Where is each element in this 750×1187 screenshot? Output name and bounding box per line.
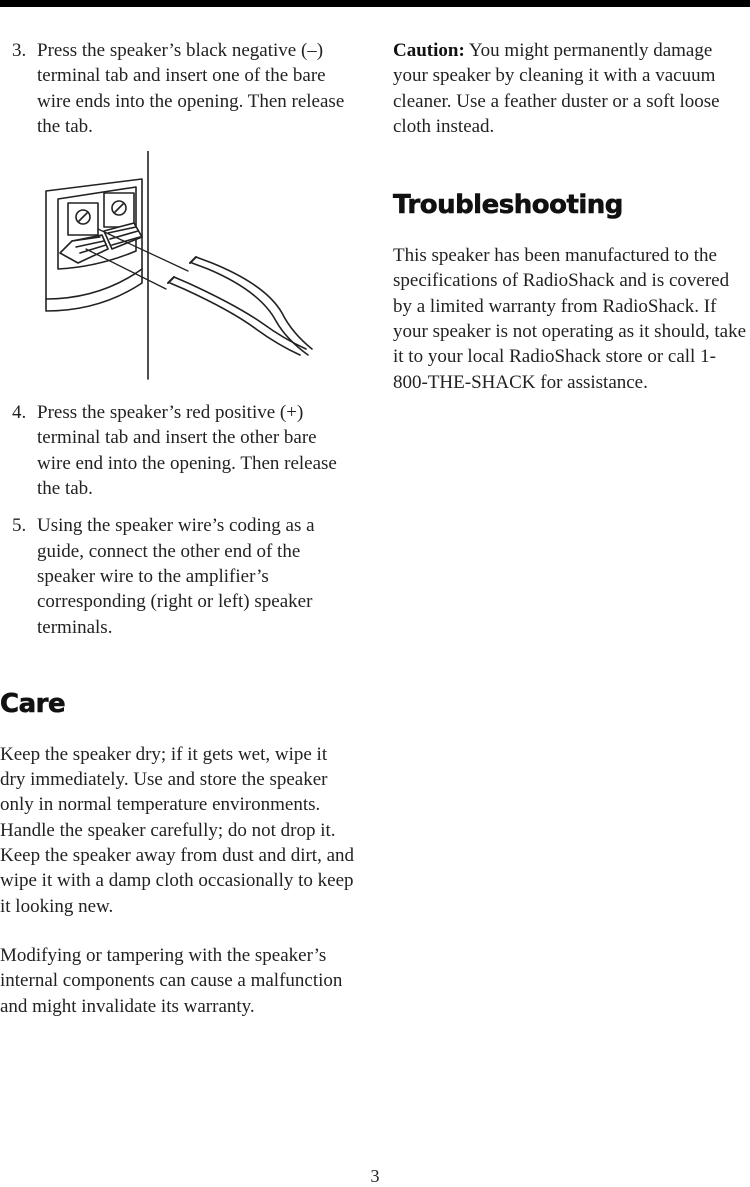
step-text: Press the speaker’s red positive (+) terminal tab and insert the other bare wire end into the opening. Then release the tab. <box>37 402 337 500</box>
top-rule <box>0 0 750 7</box>
care-heading: Care <box>0 688 66 719</box>
left-column <box>0 38 355 1019</box>
care-paragraph-1: Keep the speaker dry; if it gets wet, wipe it dry immediately. Use and store the speaker only in normal temperature environments. Handle the speaker carefully; do not drop it. Keep the speaker away from dust and dirt, and wipe it with a damp cloth occasionally to keep it looking new. <box>0 743 355 917</box>
step-5 <box>0 513 355 639</box>
caution-paragraph <box>393 38 748 139</box>
caution-text: You might permanently damage your speaker by cleaning it with a vacuum cleaner. Use a feather duster or a soft loose cloth instead. <box>393 40 720 137</box>
step-text: Using the speaker wire’s coding as a guide, connect the other end of the speaker wire to the amplifier’s corresponding (right or left) speaker terminals. <box>37 515 315 638</box>
step-text: Press the speaker’s black negative (–) terminal tab and insert one of the bare wire ends into the opening. Then release the tab. <box>37 40 345 137</box>
troubleshooting-paragraph: This speaker has been manufactured to the specifications of RadioShack and is covered by a limited warranty from RadioShack. If your speaker is not operating as it should, take it to your local RadioShack store or call 1-800-THE-SHACK for assistance. <box>393 245 747 393</box>
troubleshooting-heading: Troubleshooting <box>393 190 623 221</box>
step-4 <box>0 400 355 501</box>
right-column <box>393 38 748 395</box>
caution-label: Caution: <box>393 40 465 61</box>
page-number: 3 <box>370 1166 380 1186</box>
steps-list-bottom <box>0 400 355 640</box>
terminal-positive <box>104 193 134 227</box>
step-number: 3. <box>12 40 27 61</box>
step-number: 5. <box>12 515 27 537</box>
step-3 <box>0 38 355 139</box>
terminal-wire-diagram <box>0 151 355 386</box>
speaker-wire-lower <box>170 283 300 355</box>
terminal-negative <box>68 203 98 235</box>
step-number: 4. <box>12 402 27 424</box>
speaker-terminal-illustration <box>0 151 355 386</box>
care-paragraph-2: Modifying or tampering with the speaker’s internal components can cause a malfunction and might invalidate its warranty. <box>0 944 343 1017</box>
steps-list-top <box>0 38 355 139</box>
